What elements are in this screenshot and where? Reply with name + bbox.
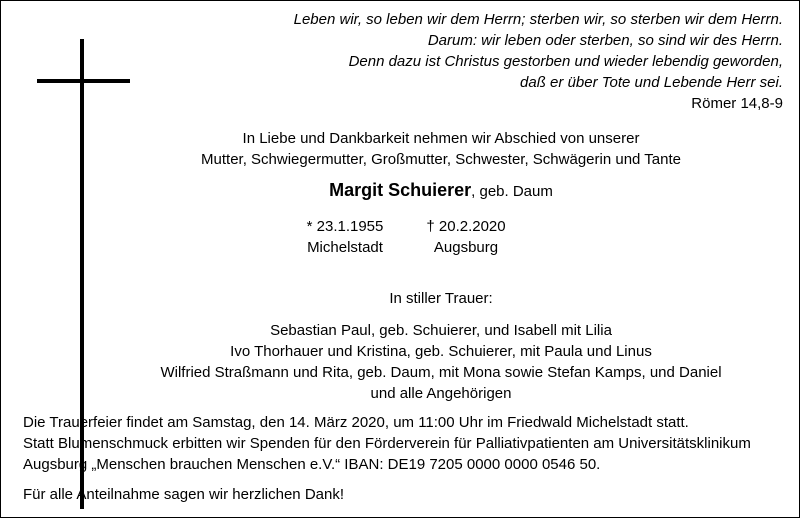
deceased-name: Margit Schuierer [329, 180, 472, 200]
mourners-title-text: In stiller Trauer: [389, 290, 493, 307]
death-date: † 20.2.2020 [426, 218, 506, 235]
mourner-line: Sebastian Paul, geb. Schuierer, und Isabell mit Lilia [270, 322, 612, 339]
intro-line: In Liebe und Dankbarkeit nehmen wir Abschied von unserer [242, 130, 640, 147]
verse-line: Darum: wir leben oder sterben, so sind wir des Herrn. [427, 32, 783, 49]
mourners-list [81, 320, 800, 404]
cross-horizontal-bar [37, 79, 130, 83]
thanks-line: Für alle Anteilnahme sagen wir herzlichen Dank! [23, 486, 344, 503]
death-info [411, 216, 521, 258]
deceased-name-line [81, 180, 800, 202]
verse-line: Leben wir, so leben wir dem Herrn; sterben wir, so sterben wir dem Herrn. [293, 11, 783, 28]
mourner-line: und alle Angehörigen [370, 385, 512, 402]
notice-line: Die Trauerfeier findet am Samstag, den 14. März 2020, um 11:00 Uhr im Friedwald Michelstadt statt. [23, 414, 689, 431]
notice-line: Statt Blumenschmuck erbitten wir Spenden für den Förderverein für Palliativpatienten am Universitätsklinikum [23, 435, 751, 452]
funeral-notice [23, 412, 751, 475]
verse-reference: Römer 14,8-9 [691, 95, 783, 112]
intro-text [81, 128, 800, 170]
mourner-line: Ivo Thorhauer und Kristina, geb. Schuierer, mit Paula und Linus [230, 343, 652, 360]
maiden-name: , geb. Daum [471, 183, 553, 200]
mourners-title [81, 288, 800, 309]
verse-line: daß er über Tote und Lebende Herr sei. [520, 74, 783, 91]
notice-line: Augsburg „Menschen brauchen Menschen e.V.“ IBAN: DE19 7205 0000 0000 0546 50. [23, 456, 601, 473]
mourner-line: Wilfried Straßmann und Rita, geb. Daum, mit Mona sowie Stefan Kamps, und Daniel [160, 364, 722, 381]
birth-date: * 23.1.1955 [306, 218, 384, 235]
death-place: Augsburg [433, 239, 499, 256]
thanks-text [23, 484, 344, 505]
intro-line: Mutter, Schwiegermutter, Großmutter, Schwester, Schwägerin und Tante [201, 151, 681, 168]
birth-place: Michelstadt [307, 239, 383, 256]
verse-line: Denn dazu ist Christus gestorben und wieder lebendig geworden, [348, 53, 783, 70]
birth-info [295, 216, 395, 258]
bible-verse [294, 9, 783, 114]
